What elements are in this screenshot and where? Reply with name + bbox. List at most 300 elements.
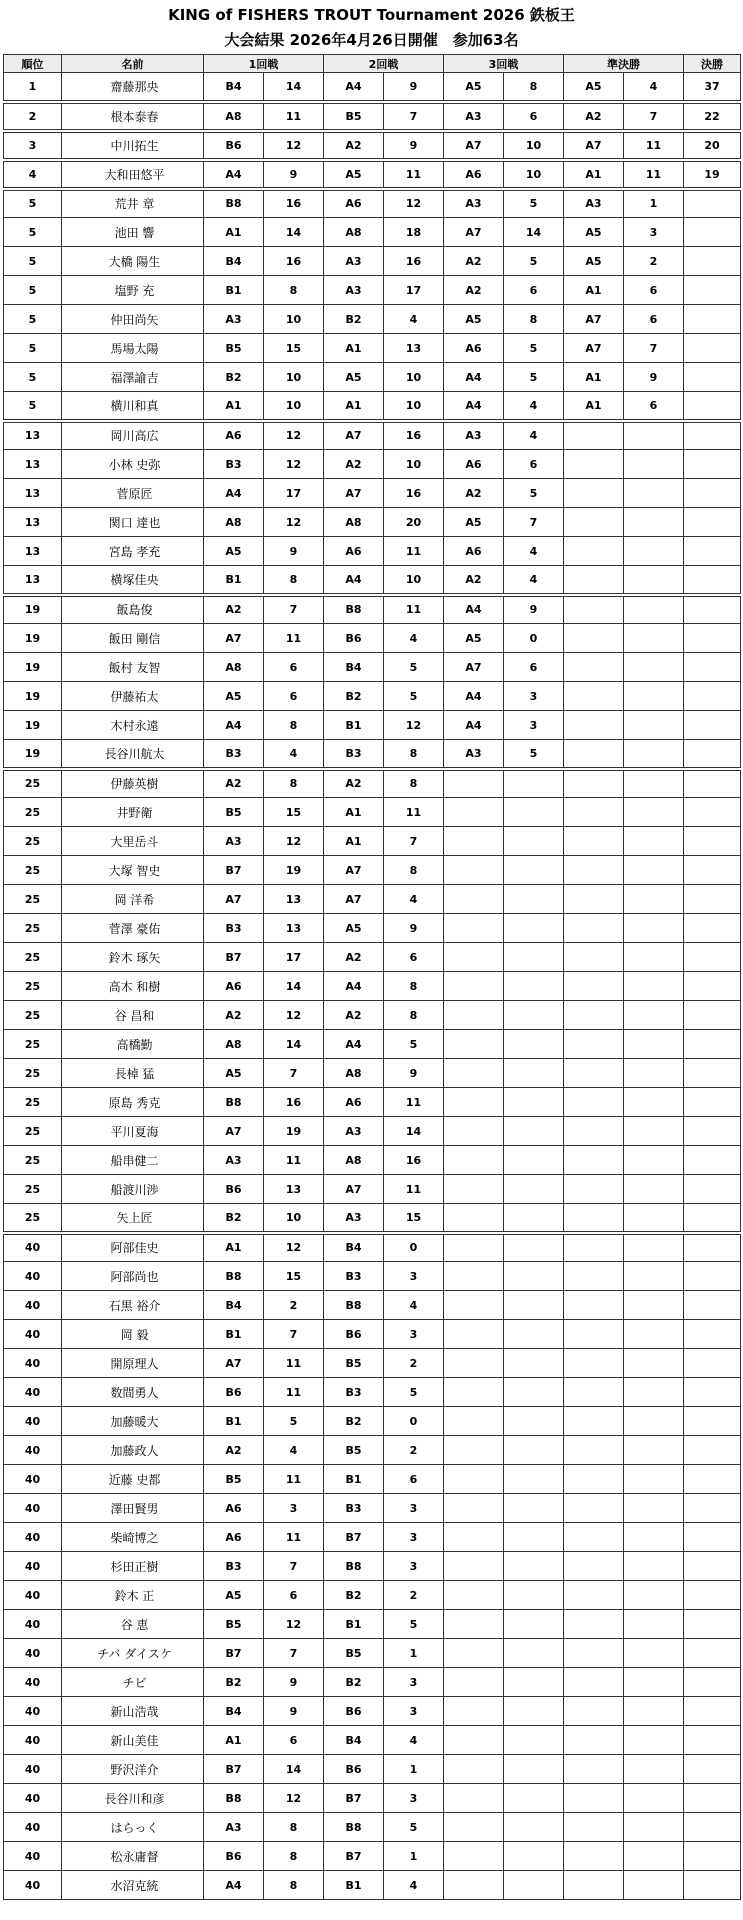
table-row — [4, 1668, 741, 1697]
lane-cell: A2 — [444, 479, 504, 508]
lane-cell: A3 — [324, 1117, 384, 1146]
lane-cell: B1 — [324, 711, 384, 740]
name-cell: 飯島俊 — [62, 595, 204, 624]
score-cell: 6 — [384, 943, 444, 972]
lane-cell: B2 — [204, 1668, 264, 1697]
lane-cell — [564, 1465, 624, 1494]
score-cell: 5 — [504, 247, 564, 276]
name-cell: 松永庸督 — [62, 1842, 204, 1871]
lane-cell: A6 — [204, 1494, 264, 1523]
final-score-cell — [684, 1233, 741, 1262]
table-row — [4, 305, 741, 334]
lane-cell: B6 — [204, 1842, 264, 1871]
score-cell: 8 — [264, 1871, 324, 1900]
score-cell: 8 — [264, 566, 324, 595]
final-score-cell — [684, 595, 741, 624]
rank-cell: 40 — [4, 1697, 62, 1726]
lane-cell — [564, 1494, 624, 1523]
lane-cell: A4 — [204, 1871, 264, 1900]
name-cell: 長谷川航太 — [62, 740, 204, 769]
score-cell: 8 — [264, 276, 324, 305]
rank-cell: 25 — [4, 1059, 62, 1088]
lane-cell: A7 — [324, 885, 384, 914]
lane-cell — [444, 972, 504, 1001]
table-row — [4, 972, 741, 1001]
lane-cell: B6 — [324, 1755, 384, 1784]
rank-cell: 13 — [4, 421, 62, 450]
lane-cell — [444, 1059, 504, 1088]
score-cell — [624, 1668, 684, 1697]
rank-cell: 1 — [4, 73, 62, 102]
lane-cell: B5 — [204, 1610, 264, 1639]
lane-cell: B3 — [204, 1552, 264, 1581]
lane-cell: B2 — [204, 363, 264, 392]
name-cell: 野沢洋介 — [62, 1755, 204, 1784]
score-cell — [504, 972, 564, 1001]
lane-cell: A2 — [204, 595, 264, 624]
score-cell: 17 — [384, 276, 444, 305]
name-cell: 鈴木 琢矢 — [62, 943, 204, 972]
final-score-cell — [684, 943, 741, 972]
lane-cell: B5 — [204, 798, 264, 827]
lane-cell: B2 — [204, 1204, 264, 1233]
table-row — [4, 1610, 741, 1639]
final-score-cell — [684, 1552, 741, 1581]
name-cell: 岡 洋希 — [62, 885, 204, 914]
score-cell: 6 — [624, 305, 684, 334]
lane-cell — [444, 1552, 504, 1581]
score-cell: 2 — [384, 1581, 444, 1610]
rank-cell: 40 — [4, 1494, 62, 1523]
score-cell: 6 — [264, 1581, 324, 1610]
name-cell: 伊藤祐太 — [62, 682, 204, 711]
lane-cell — [564, 769, 624, 798]
lane-cell — [444, 1436, 504, 1465]
lane-cell: B1 — [324, 1871, 384, 1900]
rank-cell: 19 — [4, 682, 62, 711]
lane-cell — [444, 798, 504, 827]
lane-cell — [564, 1233, 624, 1262]
lane-cell: A2 — [204, 1001, 264, 1030]
lane-cell — [564, 1320, 624, 1349]
name-cell: 船渡川渉 — [62, 1175, 204, 1204]
name-cell: 大橋 陽生 — [62, 247, 204, 276]
score-cell: 0 — [384, 1233, 444, 1262]
lane-cell — [564, 624, 624, 653]
lane-cell — [564, 1146, 624, 1175]
score-cell: 3 — [264, 1494, 324, 1523]
lane-cell: B5 — [324, 1436, 384, 1465]
rank-cell: 13 — [4, 508, 62, 537]
lane-cell — [564, 479, 624, 508]
score-cell — [504, 1610, 564, 1639]
lane-cell — [444, 1668, 504, 1697]
name-cell: 根本泰春 — [62, 102, 204, 131]
score-cell — [504, 1233, 564, 1262]
lane-cell — [564, 1378, 624, 1407]
lane-cell: B2 — [324, 682, 384, 711]
table-row — [4, 624, 741, 653]
lane-cell — [444, 914, 504, 943]
score-cell: 8 — [504, 305, 564, 334]
score-cell — [504, 1204, 564, 1233]
score-cell — [624, 1552, 684, 1581]
final-score-cell — [684, 769, 741, 798]
score-cell: 4 — [384, 1726, 444, 1755]
lane-cell: B7 — [204, 943, 264, 972]
score-cell: 20 — [384, 508, 444, 537]
rank-cell: 25 — [4, 1001, 62, 1030]
name-cell: 菅原匠 — [62, 479, 204, 508]
name-cell: 福澤諭吉 — [62, 363, 204, 392]
lane-cell: A4 — [324, 972, 384, 1001]
final-score-cell — [684, 189, 741, 218]
final-score-cell — [684, 363, 741, 392]
rank-cell: 5 — [4, 276, 62, 305]
final-score-cell — [684, 1059, 741, 1088]
score-cell: 5 — [504, 334, 564, 363]
rank-cell: 5 — [4, 218, 62, 247]
rank-cell: 19 — [4, 595, 62, 624]
table-row — [4, 566, 741, 595]
lane-cell: B4 — [324, 1233, 384, 1262]
score-cell — [624, 1784, 684, 1813]
lane-cell: A7 — [444, 218, 504, 247]
lane-cell: A4 — [324, 1030, 384, 1059]
lane-cell — [444, 827, 504, 856]
table-row — [4, 1842, 741, 1871]
table-row — [4, 1697, 741, 1726]
table-row — [4, 1146, 741, 1175]
score-cell — [504, 1494, 564, 1523]
score-cell: 10 — [264, 1204, 324, 1233]
header-final: 決勝 — [684, 55, 741, 73]
score-cell: 9 — [264, 537, 324, 566]
score-cell: 12 — [264, 1001, 324, 1030]
rank-cell: 25 — [4, 1117, 62, 1146]
score-cell — [504, 1871, 564, 1900]
lane-cell — [444, 1204, 504, 1233]
table-row — [4, 827, 741, 856]
lane-cell: A6 — [444, 334, 504, 363]
lane-cell: B5 — [324, 1639, 384, 1668]
name-cell: 加藤政人 — [62, 1436, 204, 1465]
rank-cell: 25 — [4, 943, 62, 972]
table-row — [4, 653, 741, 682]
table-row — [4, 885, 741, 914]
rank-cell: 25 — [4, 827, 62, 856]
name-cell: 荒井 章 — [62, 189, 204, 218]
lane-cell: A5 — [324, 160, 384, 189]
lane-cell — [564, 1523, 624, 1552]
rank-cell: 25 — [4, 769, 62, 798]
score-cell: 11 — [264, 1378, 324, 1407]
rank-cell: 40 — [4, 1465, 62, 1494]
score-cell: 8 — [384, 769, 444, 798]
score-cell — [504, 856, 564, 885]
lane-cell: A1 — [564, 276, 624, 305]
rank-cell: 40 — [4, 1436, 62, 1465]
name-cell: 谷 恵 — [62, 1610, 204, 1639]
rank-cell: 40 — [4, 1552, 62, 1581]
lane-cell: A4 — [204, 479, 264, 508]
lane-cell — [564, 595, 624, 624]
final-score-cell — [684, 1610, 741, 1639]
table-row — [4, 595, 741, 624]
final-score-cell — [684, 1291, 741, 1320]
table-row — [4, 798, 741, 827]
header-round1: 1回戦 — [204, 55, 324, 73]
lane-cell — [564, 1755, 624, 1784]
table-row — [4, 102, 741, 131]
name-cell: 飯田 剛信 — [62, 624, 204, 653]
score-cell — [624, 537, 684, 566]
name-cell: 原島 秀克 — [62, 1088, 204, 1117]
score-cell — [504, 1262, 564, 1291]
lane-cell: B4 — [204, 1697, 264, 1726]
score-cell — [624, 1581, 684, 1610]
name-cell: 宮島 孝充 — [62, 537, 204, 566]
rank-cell: 40 — [4, 1871, 62, 1900]
score-cell — [504, 914, 564, 943]
lane-cell: B6 — [204, 1378, 264, 1407]
name-cell: 水沼克統 — [62, 1871, 204, 1900]
lane-cell: A1 — [204, 392, 264, 421]
score-cell — [624, 1088, 684, 1117]
lane-cell: A6 — [204, 421, 264, 450]
rank-cell: 40 — [4, 1581, 62, 1610]
score-cell: 7 — [264, 595, 324, 624]
final-score-cell — [684, 914, 741, 943]
score-cell: 11 — [384, 798, 444, 827]
final-score-cell — [684, 1378, 741, 1407]
lane-cell: B5 — [204, 1465, 264, 1494]
table-row — [4, 1523, 741, 1552]
score-cell: 4 — [624, 73, 684, 102]
table-row — [4, 189, 741, 218]
lane-cell — [444, 1262, 504, 1291]
lane-cell: A5 — [444, 73, 504, 102]
name-cell: 大里岳斗 — [62, 827, 204, 856]
score-cell — [504, 1146, 564, 1175]
table-row — [4, 508, 741, 537]
lane-cell: A6 — [444, 160, 504, 189]
lane-cell: A5 — [444, 305, 504, 334]
score-cell: 8 — [384, 856, 444, 885]
rank-cell: 25 — [4, 1030, 62, 1059]
lane-cell: A8 — [324, 1059, 384, 1088]
lane-cell: B5 — [324, 102, 384, 131]
score-cell: 10 — [504, 160, 564, 189]
name-cell: 阿部尚也 — [62, 1262, 204, 1291]
score-cell: 5 — [384, 682, 444, 711]
score-cell: 5 — [504, 479, 564, 508]
rank-cell: 25 — [4, 1088, 62, 1117]
table-row — [4, 1262, 741, 1291]
rank-cell: 25 — [4, 856, 62, 885]
name-cell: チビ — [62, 1668, 204, 1697]
lane-cell: B6 — [204, 1175, 264, 1204]
score-cell — [624, 1378, 684, 1407]
lane-cell: A7 — [564, 305, 624, 334]
score-cell: 19 — [264, 856, 324, 885]
score-cell — [504, 1784, 564, 1813]
final-score-cell — [684, 740, 741, 769]
lane-cell: A2 — [324, 1001, 384, 1030]
lane-cell: A1 — [324, 392, 384, 421]
score-cell — [504, 769, 564, 798]
lane-cell: B4 — [324, 653, 384, 682]
lane-cell: A2 — [324, 131, 384, 160]
final-score-cell — [684, 1639, 741, 1668]
final-score-cell — [684, 450, 741, 479]
score-cell: 6 — [624, 392, 684, 421]
lane-cell: A2 — [444, 566, 504, 595]
final-score-cell — [684, 711, 741, 740]
header-row — [4, 55, 741, 73]
name-cell: 長谷川和彦 — [62, 1784, 204, 1813]
score-cell: 12 — [264, 131, 324, 160]
score-cell: 5 — [384, 653, 444, 682]
lane-cell: B7 — [324, 1523, 384, 1552]
lane-cell — [564, 1552, 624, 1581]
lane-cell: A8 — [204, 653, 264, 682]
table-row — [4, 1436, 741, 1465]
lane-cell — [444, 885, 504, 914]
lane-cell: A3 — [444, 102, 504, 131]
score-cell — [624, 1813, 684, 1842]
score-cell: 3 — [384, 1320, 444, 1349]
lane-cell — [564, 1204, 624, 1233]
score-cell — [624, 1697, 684, 1726]
score-cell: 9 — [264, 160, 324, 189]
score-cell — [504, 1842, 564, 1871]
lane-cell: A8 — [204, 508, 264, 537]
lane-cell — [444, 1755, 504, 1784]
final-score-cell: 19 — [684, 160, 741, 189]
score-cell — [624, 885, 684, 914]
score-cell: 6 — [264, 653, 324, 682]
score-cell: 6 — [624, 276, 684, 305]
lane-cell: A1 — [324, 798, 384, 827]
lane-cell — [564, 856, 624, 885]
score-cell — [624, 769, 684, 798]
score-cell — [624, 682, 684, 711]
lane-cell: A5 — [204, 682, 264, 711]
score-cell — [624, 1320, 684, 1349]
rank-cell: 40 — [4, 1813, 62, 1842]
score-cell: 9 — [384, 73, 444, 102]
table-row — [4, 247, 741, 276]
table-row — [4, 1465, 741, 1494]
lane-cell: A7 — [324, 856, 384, 885]
name-cell: 澤田賢男 — [62, 1494, 204, 1523]
score-cell: 12 — [264, 1784, 324, 1813]
score-cell — [624, 1494, 684, 1523]
rank-cell: 5 — [4, 363, 62, 392]
lane-cell: B1 — [204, 1407, 264, 1436]
lane-cell: A7 — [444, 131, 504, 160]
header-round3: 3回戦 — [444, 55, 564, 73]
lane-cell — [444, 1117, 504, 1146]
rank-cell: 40 — [4, 1784, 62, 1813]
table-row — [4, 1871, 741, 1900]
score-cell — [624, 450, 684, 479]
lane-cell: A4 — [444, 392, 504, 421]
score-cell: 7 — [264, 1552, 324, 1581]
lane-cell: B1 — [324, 1465, 384, 1494]
score-cell: 8 — [264, 1842, 324, 1871]
lane-cell: B7 — [204, 856, 264, 885]
final-score-cell — [684, 1697, 741, 1726]
name-cell: 馬場太陽 — [62, 334, 204, 363]
lane-cell: B3 — [324, 740, 384, 769]
lane-cell — [564, 827, 624, 856]
lane-cell: A7 — [204, 885, 264, 914]
score-cell: 0 — [504, 624, 564, 653]
final-score-cell — [684, 566, 741, 595]
lane-cell — [564, 1117, 624, 1146]
score-cell — [504, 943, 564, 972]
lane-cell — [564, 1697, 624, 1726]
rank-cell: 40 — [4, 1842, 62, 1871]
name-cell: 平川夏海 — [62, 1117, 204, 1146]
lane-cell — [564, 1610, 624, 1639]
score-cell: 14 — [264, 1755, 324, 1784]
score-cell: 10 — [264, 392, 324, 421]
score-cell — [624, 508, 684, 537]
score-cell — [624, 1233, 684, 1262]
score-cell: 5 — [504, 740, 564, 769]
lane-cell: B3 — [204, 914, 264, 943]
final-score-cell — [684, 1726, 741, 1755]
score-cell: 3 — [384, 1784, 444, 1813]
name-cell: 岡川高広 — [62, 421, 204, 450]
lane-cell: B2 — [324, 1407, 384, 1436]
name-cell: 中川拓生 — [62, 131, 204, 160]
score-cell — [504, 1523, 564, 1552]
score-cell: 15 — [264, 798, 324, 827]
page-subtitle: 大会結果 2026年4月26日開催 参加63名 — [224, 31, 519, 49]
score-cell — [504, 1726, 564, 1755]
score-cell: 3 — [504, 682, 564, 711]
final-score-cell — [684, 1088, 741, 1117]
lane-cell: B2 — [324, 1581, 384, 1610]
lane-cell: B8 — [204, 1088, 264, 1117]
score-cell — [624, 1610, 684, 1639]
score-cell: 16 — [384, 479, 444, 508]
lane-cell: B6 — [324, 624, 384, 653]
score-cell: 12 — [264, 1610, 324, 1639]
name-cell: はらっく — [62, 1813, 204, 1842]
final-score-cell — [684, 421, 741, 450]
table-row — [4, 1755, 741, 1784]
score-cell: 8 — [384, 972, 444, 1001]
name-cell: 関口 達也 — [62, 508, 204, 537]
name-cell: 大塚 智史 — [62, 856, 204, 885]
name-cell: 飯村 友智 — [62, 653, 204, 682]
lane-cell: A1 — [204, 218, 264, 247]
lane-cell — [564, 508, 624, 537]
name-cell: 高橋勤 — [62, 1030, 204, 1059]
lane-cell — [564, 1784, 624, 1813]
score-cell: 12 — [264, 1233, 324, 1262]
name-cell: 岡 毅 — [62, 1320, 204, 1349]
score-cell: 13 — [264, 885, 324, 914]
score-cell: 11 — [384, 1088, 444, 1117]
score-cell — [624, 798, 684, 827]
final-score-cell — [684, 653, 741, 682]
